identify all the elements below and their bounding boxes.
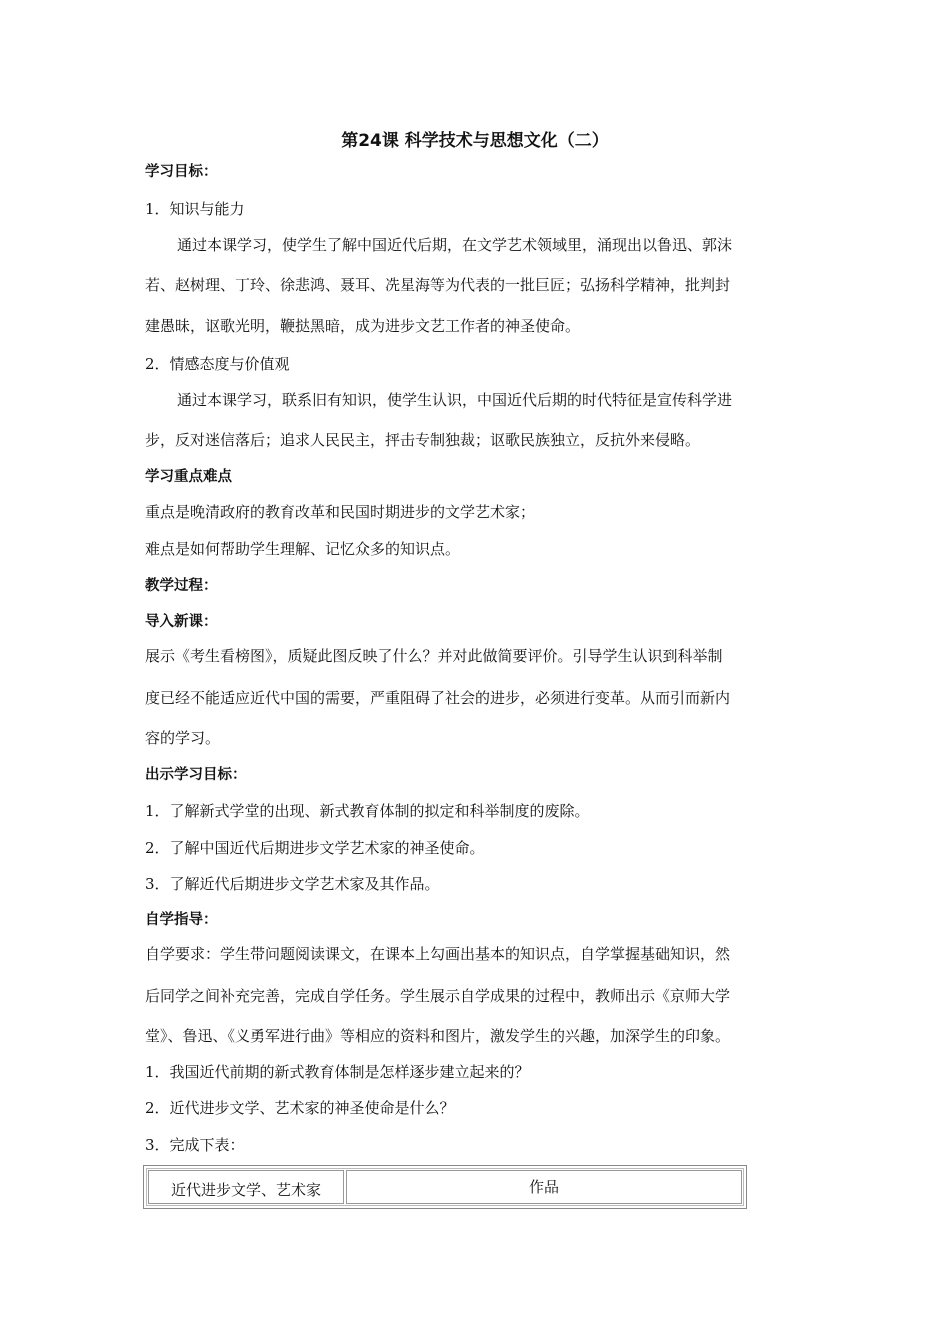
paragraph-line: 通过本课学习，联系旧有知识，使学生认识，中国近代后期的时代特征是宣传科学进 [177, 391, 733, 409]
answer-table [143, 1165, 747, 1209]
paragraph-line: 2．情感态度与价值观 [145, 355, 290, 373]
paragraph-line: 2．近代进步文学、艺术家的神圣使命是什么？ [145, 1099, 455, 1117]
section-heading: 导入新课： [145, 614, 218, 630]
paragraph-line: 重点是晚清政府的教育改革和民国时期进步的文学艺术家； [145, 503, 536, 521]
paragraph-line: 2．了解中国近代后期进步文学艺术家的神圣使命。 [145, 839, 485, 857]
table-header-works: 作品 [346, 1170, 742, 1204]
paragraph-line: 后同学之间补充完善，完成自学任务。学生展示自学成果的过程中，教师出示《京师大学 [145, 987, 731, 1005]
page-title: 第24课 科学技术与思想文化（二） [341, 131, 609, 151]
paragraph-line: 容的学习。 [145, 729, 221, 747]
paragraph-line: 度已经不能适应近代中国的需要，严重阻碍了社会的进步，必须进行变革。从而引而新内 [145, 689, 731, 707]
paragraph-line: 3．了解近代后期进步文学艺术家及其作品。 [145, 875, 440, 893]
table-row [146, 1168, 744, 1206]
paragraph-line: 展示《考生看榜图》，质疑此图反映了什么？并对此做简要评价。引导学生认识到科举制 [145, 647, 723, 665]
paragraph-line: 难点是如何帮助学生理解、记忆众多的知识点。 [145, 540, 461, 558]
section-heading: 学习目标： [145, 164, 218, 180]
paragraph-line: 堂》、鲁迅、《义勇军进行曲》等相应的资料和图片，激发学生的兴趣，加深学生的印象。 [145, 1027, 731, 1045]
section-heading: 学习重点难点 [145, 469, 232, 485]
paragraph-line: 1．我国近代前期的新式教育体制是怎样逐步建立起来的？ [145, 1063, 530, 1081]
paragraph-line: 通过本课学习，使学生了解中国近代后期，在文学艺术领域里，涌现出以鲁迅、郭沫 [177, 236, 733, 254]
paragraph-line: 3．完成下表： [145, 1136, 245, 1154]
section-heading: 自学指导： [145, 912, 218, 928]
paragraph-line: 1．了解新式学堂的出现、新式教育体制的拟定和科举制度的废除。 [145, 802, 590, 820]
section-heading: 教学过程： [145, 578, 218, 594]
section-heading: 出示学习目标： [145, 767, 247, 783]
paragraph-line: 若、赵树理、丁玲、徐悲鸿、聂耳、冼星海等为代表的一批巨匠；弘扬科学精神，批判封 [145, 276, 731, 294]
paragraph-line: 步，反对迷信落后；追求人民民主，抨击专制独裁；讴歌民族独立，反抗外来侵略。 [145, 431, 701, 449]
paragraph-line: 建愚昧，讴歌光明，鞭挞黑暗，成为进步文艺工作者的神圣使命。 [145, 317, 581, 335]
paragraph-line: 1．知识与能力 [145, 200, 245, 218]
paragraph-line: 自学要求：学生带问题阅读课文，在课本上勾画出基本的知识点，自学掌握基础知识，然 [145, 945, 731, 963]
table-header-artist: 近代进步文学、艺术家 [148, 1170, 344, 1204]
